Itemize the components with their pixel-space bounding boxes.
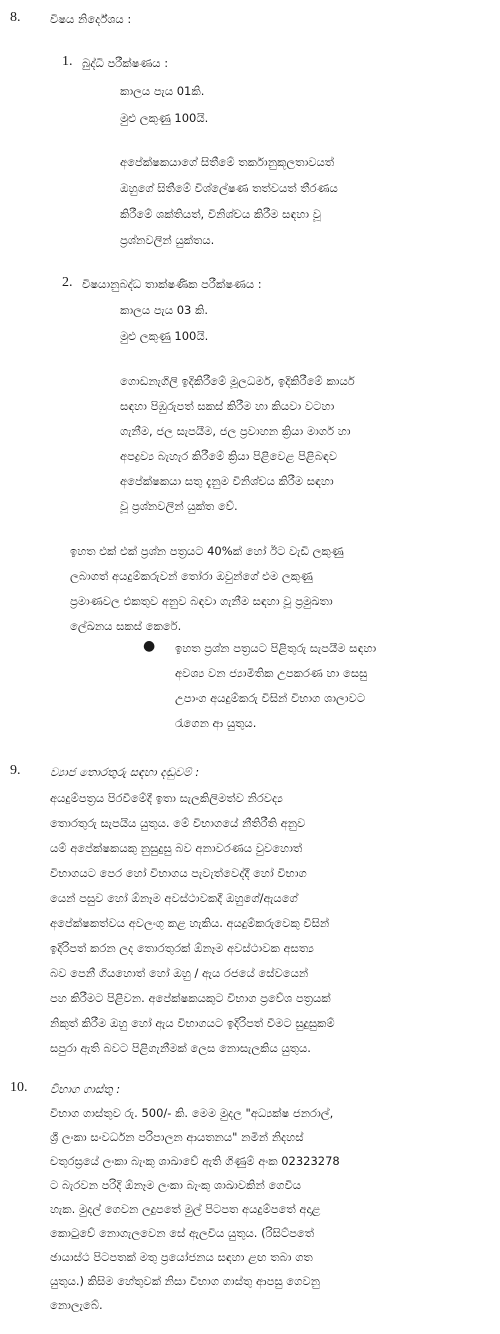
bullet-line: උපාංග අයදුම්කරු විසින් විභාග ශාලාවට bbox=[175, 691, 366, 705]
item-1-number: 1. bbox=[62, 54, 73, 69]
item-2-desc-line: ගොඩනැගිලි ඉදිකිරීමේ මූලධර්ම, ඉදිකිරීමේ කාර්ය bbox=[120, 374, 355, 388]
item-1-desc-line: කිරීමේ ශක්තියත්, විනිශ්චය කිරීම සඳහා වූ bbox=[120, 207, 321, 221]
bullet-dot-icon: ● bbox=[143, 638, 156, 654]
section-9-line: අපේක්ෂකත්වය අවලංගු කළ හැකිය. අයදුම්කරුවෙකු විසින් bbox=[50, 916, 330, 930]
item-2-marks: මුළු ලකුණු 100යි. bbox=[120, 329, 209, 343]
item-2-desc-line: ගැනීම, ජල සැපයීම, ජල ප්‍රවාහන ක්‍රියා මාර්ග හා bbox=[120, 424, 351, 438]
item-1-title: බුද්ධි පරීක්ෂණය : bbox=[82, 56, 169, 70]
note-line: ලබාගත් අයදුම්කරුවන් තෝරා ඔවුන්ගේ එම ලකුණු bbox=[70, 569, 313, 583]
section-9-line: තොරතුරු සැපයිය යුතුය. මේ විභාගයේ නීතිරීති අනුව bbox=[50, 816, 306, 830]
section-9-title: ව්‍යාජ තොරතුරු සඳහා දඬුවම් : bbox=[50, 765, 200, 779]
section-10-number: 10. bbox=[10, 1080, 28, 1095]
item-1-marks: මුළු ලකුණු 100යි. bbox=[120, 111, 209, 125]
bullet-line: ඉහත ප්‍රශ්න පත්‍රයට පිළිතුරු සැපයීම සඳහා bbox=[175, 641, 377, 655]
item-1-desc-line: ප්‍රශ්නවලින් යුක්තය. bbox=[120, 233, 215, 247]
section-10-title: විභාග ගාස්තු : bbox=[50, 1082, 121, 1096]
item-2-desc-line: වූ ප්‍රශ්නවලින් යුක්ත වේ. bbox=[120, 499, 238, 513]
item-1-desc-line: ඔහුගේ සිතීමේ විශ්ලේෂණ තත්වයත් තීරණය bbox=[120, 181, 338, 195]
section-10-line: චතුරස්‍රයේ ලංකා බැංකු ශාඛාවේ ඇති ගිණුම් අංක 02323278 bbox=[50, 1154, 340, 1168]
item-2-number: 2. bbox=[62, 275, 73, 290]
item-1-duration: කාලය පැය 01කි. bbox=[120, 84, 205, 98]
item-2-desc-line: අපද්‍රව්‍ය බැහැර කිරීමේ ක්‍රියා පිළිවෙළ පිළිබඳව bbox=[120, 449, 337, 463]
item-2-desc-line: සඳහා පිඹුරුපත් සකස් කිරීම හා කියවා වටහා bbox=[120, 399, 335, 413]
section-9-line: සපුරා ඇති බවට පිළිගැනීමක් ලෙස නොසැලකිය යුතුය. bbox=[50, 1041, 311, 1055]
bullet-line: රැගෙන ආ යුතුය. bbox=[175, 716, 257, 730]
section-10-line: විභාග ගාස්තුව රු. 500/- කි. මෙම මුදල "අධ්‍යක්ෂ ජනරාල්, bbox=[50, 1106, 334, 1120]
section-10-line: යුතුය.) කිසිම හේතුවක් නිසා විභාග ගාස්තු ආපසු ගෙවනු bbox=[50, 1274, 320, 1288]
section-9-number: 9. bbox=[10, 763, 21, 778]
item-2-desc-line: අපේක්ෂකයා සතු දැනුම විනිශ්චය කිරීම සඳහා bbox=[120, 474, 334, 488]
section-9-line: බව පෙනී ගියහොත් හෝ ඔහු / ඇය රජයේ සේවයෙන් bbox=[50, 966, 309, 980]
item-2-duration: කාලය පැය 03 කි. bbox=[120, 303, 209, 317]
section-9-line: පහ කිරීමට පිළිවන. අපේක්ෂකයකුට විභාග ප්‍රවේශ පත්‍රයක් bbox=[50, 991, 331, 1005]
note-line: ලේඛනය සකස් කෙරේ. bbox=[70, 619, 182, 633]
section-9-line: නිකුත් කිරීම ඔහු හෝ ඇය විභාගයට ඉදිරිපත් වීමට සුදුසුකම් bbox=[50, 1016, 335, 1030]
item-1-desc-line: අපේක්ෂකයාගේ සිතීමේ තර්කානුකූලතාවයත් bbox=[120, 155, 335, 169]
section-10-line: ඡායාස්ථ පිටපතක් මතු ප්‍රයෝජනය සඳහා ළඟ තබා ගත bbox=[50, 1250, 313, 1264]
section-9-line: යම් අපේක්ෂකයකු නුසුදුසු බව අනාවරණය වුවහොත් bbox=[50, 841, 303, 855]
section-9-line: අයදුම්පත්‍රය පිරවීමේදී ඉතා සැලකිලිමත්ව නිරවද්‍ය bbox=[50, 791, 283, 805]
section-9-line: යෙන් පසුව හෝ ඕනෑම අවස්ථාවකදී ඔහුගේ/ඇයගේ bbox=[50, 891, 298, 905]
section-10-line: නොලැබේ. bbox=[50, 1298, 103, 1312]
section-8-number: 8. bbox=[10, 10, 21, 25]
section-8-title: විෂය නිර්දේශය : bbox=[50, 12, 132, 26]
section-10-line: ශ්‍රී ලංකා සංවර්ධන පරිපාලන ආයතනය" නමින් නිදහස් bbox=[50, 1130, 304, 1144]
section-9-line: ඉදිරිපත් කරන ලද තොරතුරක් ඕනෑම අවස්ථාවක අසත්‍ය bbox=[50, 941, 314, 955]
section-10-line: ට බැරවන පරිදි ඕනෑම ලංකා බැංකු ශාඛාවකින් ගෙවිය bbox=[50, 1178, 302, 1192]
section-10-line: කොටුවේ නොගැලවෙන සේ ඇලවිය යුතුය. (රිසිට්පතේ bbox=[50, 1226, 315, 1240]
note-line: ප්‍රමාණවල එකතුව අනුව බඳවා ගැනීම සඳහා වූ ප්‍රමුඛතා bbox=[70, 594, 333, 608]
bullet-line: අවශ්‍ය වන ජ්‍යාමිතික උපකරණ හා සෙසු bbox=[175, 666, 368, 680]
item-2-title: විෂයානුබද්ධ තාක්ෂණික පරීක්ෂණය : bbox=[82, 277, 262, 291]
section-9-line: විභාගයට පෙර හෝ විභාගය පැවැත්වෙද්දී හෝ විභාග bbox=[50, 866, 307, 880]
section-10-line: හැක. මුදල් ගෙවන ලදුපතේ මුල් පිටපත අයදුම්පතේ අදාළ bbox=[50, 1202, 321, 1216]
note-line: ඉහත එක් එක් ප්‍රශ්න පත්‍රයට 40%ක් හෝ ඊට වැඩි ලකුණු bbox=[70, 544, 344, 558]
